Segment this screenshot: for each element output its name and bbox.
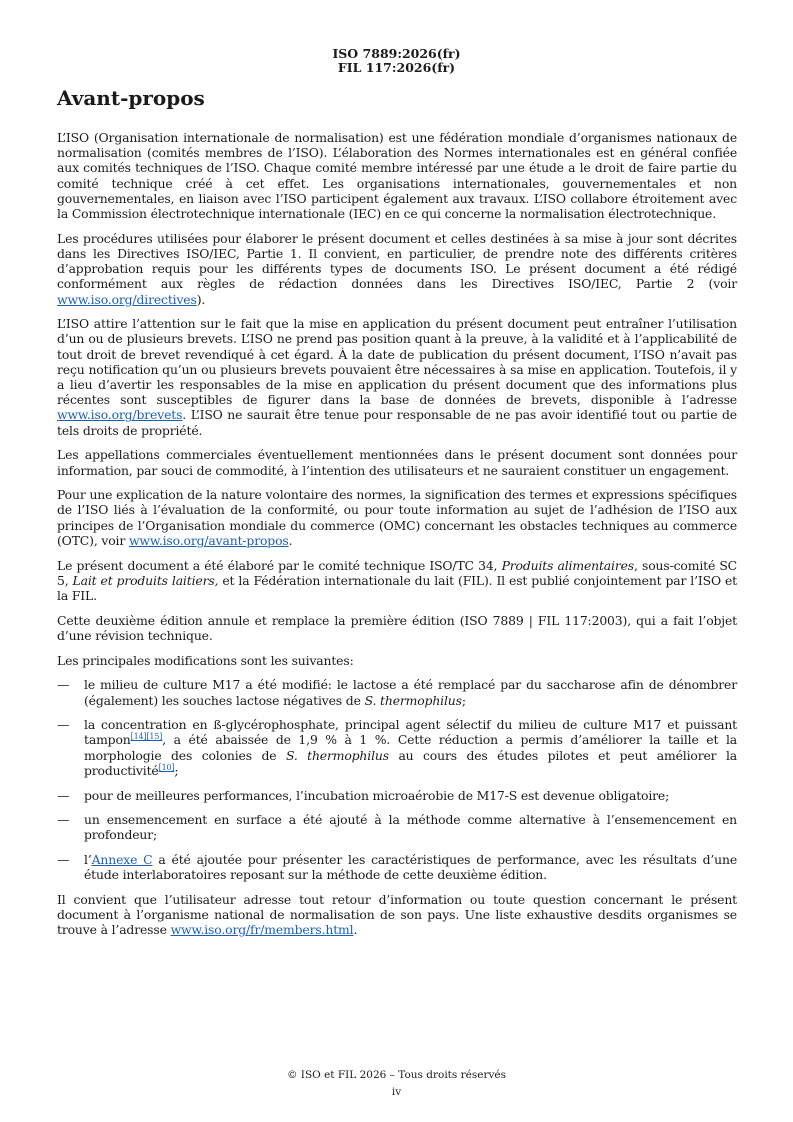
subcommittee-title: Lait et produits laitiers,: [72, 572, 219, 588]
list-item: [57, 812, 737, 842]
list-item-text: pour de meilleures performances, l’incubation microaérobie de M17-S est devenue obligatoire;: [84, 787, 670, 803]
link-avant-propos[interactable]: www.iso.org/avant-propos: [128, 532, 289, 548]
link-annexe-c[interactable]: Annexe C: [91, 852, 153, 868]
list-item: [57, 677, 737, 707]
list-item-text: la concentration en ß-glycérophosphate, principal agent sélectif du milieu de culture M17 et puissant tampon: [84, 717, 737, 748]
paragraph-text: Le présent document a été élaboré par le comité technique ISO/TC 34,: [57, 557, 502, 573]
paragraph-patents: [57, 316, 737, 438]
header-iso-ref: ISO 7889:2026(fr): [332, 46, 461, 61]
list-item-text: ;: [174, 762, 179, 778]
paragraph-iso-intro: L’ISO (Organisation internationale de normalisation) est une fédération mondiale d’organismes nationaux de normalisation (comités membres de l’ISO). L’élaboration des Normes internationales est en général confiée aux comités techniques de l’ISO. Chaque comité membre intéressé par une étude a le droit de faire partie du comité technique créé à cet effet. Les organisations internationales, gouvernementales et non gouvernementales, en liaison avec l’ISO participent également aux travaux. L’ISO collabore étroitement avec la Commission électrotechnique internationale (IEC) en ce qui concerne la normalisation électrotechnique.: [57, 130, 737, 222]
dash-bullet: —: [57, 852, 70, 868]
paragraph-text: Les procédures utilisées pour élaborer le présent document et celles destinées à sa mise à jour sont décrites dans les Directives ISO/IEC, Partie 1. Il convient, en particulier, de prendre note des différents critères d’approbation requis pour les différents types de documents ISO. Le présent document a été rédigé conformément aux règles de rédaction données dans les Directives ISO/IEC, Partie 2 (voir: [57, 230, 737, 292]
paragraph-voluntary: [57, 487, 737, 548]
dash-bullet: —: [57, 677, 70, 693]
paragraph-text: ).: [196, 291, 206, 307]
dash-bullet: —: [57, 787, 70, 803]
dash-bullet: —: [57, 717, 70, 733]
list-item-text: au cours des études pilotes et peut améliorer la productivité: [84, 747, 737, 778]
paragraph-text: L’ISO attire l’attention sur le fait que la mise en application du présent document peut entraîner l’utilisation d’un ou de plusieurs brevets. L’ISO ne prend pas position quant à la preuve, à la validité et à l’applicabilité de tout droit de brevet revendiqué à cet égard. À la date de publication du présent document, l’ISO n’avait pas reçu notification qu’un ou plusieurs brevets pouvaient être nécessaires à sa mise en application. Toutefois, il y a lieu d’avertir les responsables de la mise en application du présent document que des informations plus récentes sont susceptibles de figurer dans la base de données de brevets, disponible à l’adresse: [57, 316, 737, 408]
changes-list: [57, 677, 737, 882]
paragraph-committee: [57, 558, 737, 604]
paragraph-edition: Cette deuxième édition annule et remplace la première édition (ISO 7889 | FIL 117:2003), qui a fait l’objet d’une révision technique.: [57, 612, 737, 643]
organism-name: S. thermophilus: [285, 747, 389, 763]
document-header: [0, 47, 793, 75]
citation-link-15[interactable]: [15]: [146, 732, 163, 742]
paragraph-text: Il convient que l’utilisateur adresse tout retour d’information ou toute question concernant le présent document à l’organisme national de normalisation de son pays. Une liste exhaustive desdits organismes se trouve à l’adresse: [57, 892, 737, 938]
paragraph-text: .: [288, 532, 293, 548]
paragraph-trade-names: Les appellations commerciales éventuellement mentionnées dans le présent document sont données pour information, par souci de commodité, à l’intention des utilisateurs et ne sauraient constituer un engagement.: [57, 447, 737, 478]
copyright-notice: © ISO et FIL 2026 – Tous droits réservés: [286, 1069, 507, 1081]
paragraph-feedback: [57, 892, 737, 938]
citation-link-10[interactable]: [10]: [158, 762, 175, 772]
page-number: iv: [391, 1086, 402, 1098]
link-members[interactable]: www.iso.org/fr/members.html: [170, 922, 354, 938]
citation-link-14[interactable]: [14]: [130, 732, 147, 742]
link-brevets[interactable]: www.iso.org/brevets: [57, 407, 183, 423]
list-item-text: le milieu de culture M17 a été modifié: le lactose a été remplacé par du saccharose afin de dénombrer (également) les souches lactose négatives de: [84, 677, 737, 708]
organism-name: S. thermophilus: [364, 692, 462, 708]
committee-title: Produits alimentaires: [501, 557, 635, 573]
paragraph-text: et la Fédération internationale du lait (FIL). Il est publié conjointement par l’ISO et la FIL.: [57, 572, 738, 603]
paragraph-directives: [57, 231, 737, 307]
list-item-text: ;: [461, 692, 466, 708]
paragraph-text: Pour une explication de la nature volontaire des normes, la signification des termes et expressions spécifiques de l’ISO liés à l’évaluation de la conformité, ou pour toute information au sujet de l’adhésion de l’ISO aux principes de l’Organisation mondiale du commerce (OMC) concernant les obstacles techniques au commerce (OTC), voir: [57, 487, 737, 548]
foreword-body: [57, 130, 737, 947]
list-item: [57, 717, 737, 778]
paragraph-text: . L’ISO ne saurait être tenue pour responsable de ne pas avoir identifié tout ou partie de tels droits de propriété.: [57, 407, 737, 438]
list-item-text: a été ajoutée pour présenter les caractéristiques de performance, avec les résultats d’une étude interlaboratoires reposant sur la méthode de cette deuxième édition.: [84, 852, 737, 883]
paragraph-text: .: [353, 922, 358, 938]
header-fil-ref: FIL 117:2026(fr): [337, 60, 456, 75]
page-footer: [0, 1067, 793, 1101]
list-item-text: un ensemencement en surface a été ajouté à la méthode comme alternative à l’ensemencement en profondeur;: [84, 812, 737, 843]
list-item: [57, 852, 737, 882]
list-item: [57, 788, 737, 803]
link-directives[interactable]: www.iso.org/directives: [57, 291, 197, 307]
paragraph-text: , sous-comité SC 5,: [57, 557, 738, 588]
dash-bullet: —: [57, 812, 70, 828]
page-title: Avant-propos: [57, 86, 205, 110]
list-item-text: l’: [84, 852, 92, 868]
list-item-text: , a été abaissée de 1,9 % à 1 %. Cette réduction a permis d’améliorer la taille et la morphologie des colonies de: [84, 732, 737, 763]
paragraph-changes-intro: Les principales modifications sont les suivantes:: [57, 652, 354, 668]
